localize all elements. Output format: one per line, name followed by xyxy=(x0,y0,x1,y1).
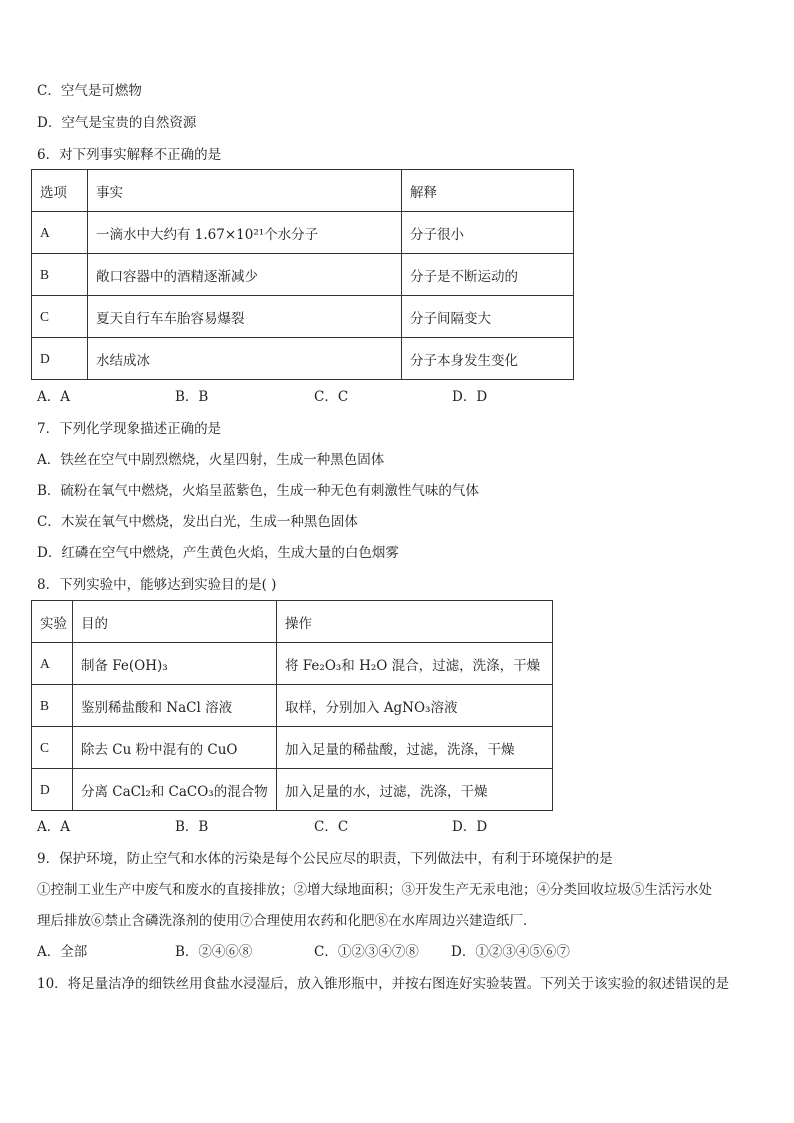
q6-stem: 6．对下列事实解释不正确的是 xyxy=(37,147,222,163)
table-cell: 分子间隔变大 xyxy=(402,296,574,338)
header-cell: 操作 xyxy=(277,601,553,643)
table-cell: 除去 Cu 粉中混有的 CuO xyxy=(73,727,277,769)
header-cell: 解释 xyxy=(402,170,574,212)
option-a: A．A xyxy=(37,819,70,835)
option-d: D．①②③④⑤⑥⑦ xyxy=(451,944,570,960)
table-cell: C xyxy=(32,296,88,338)
q5-option-c: C．空气是可燃物 xyxy=(37,83,142,99)
option-d: D．D xyxy=(452,819,488,835)
table-cell: 取样，分别加入 AgNO₃溶液 xyxy=(277,685,553,727)
option-c: C．①②③④⑦⑧ xyxy=(314,944,419,960)
header-cell: 选项 xyxy=(32,170,88,212)
q7-option-b: B．硫粉在氧气中燃烧，火焰呈蓝紫色，生成一种无色有刺激性气味的气体 xyxy=(37,483,479,499)
table-cell: 加入足量的稀盐酸，过滤，洗涤，干燥 xyxy=(277,727,553,769)
q7-stem: 7．下列化学现象描述正确的是 xyxy=(37,421,222,437)
table-cell: A xyxy=(32,643,73,685)
table-cell: 水结成冰 xyxy=(88,338,402,380)
q8-stem: 8．下列实验中，能够达到实验目的是( ) xyxy=(37,577,277,593)
q6-table xyxy=(31,169,574,380)
q9-stem: 9．保护环境，防止空气和水体的污染是每个公民应尽的职责，下列做法中，有利于环境保护的是 xyxy=(37,851,613,867)
header-cell: 目的 xyxy=(73,601,277,643)
q9-body-line-2: 理后排放⑥禁止含磷洗涤剂的使用⑦合理使用农药和化肥⑧在水库周边兴建造纸厂． xyxy=(37,913,537,929)
table-cell: 分离 CaCl₂和 CaCO₃的混合物 xyxy=(73,769,277,811)
q10-stem: 10．将足量洁净的细铁丝用食盐水浸湿后，放入锥形瓶中，并按右图连好实验装置。下列关于该实验的叙述错误的是 xyxy=(37,976,730,992)
option-a: A．全部 xyxy=(37,944,88,960)
table-row xyxy=(32,727,553,769)
table-cell: 分子本身发生变化 xyxy=(402,338,574,380)
table-header-row xyxy=(32,601,553,643)
table-row xyxy=(32,643,553,685)
q7-option-c: C．木炭在氧气中燃烧，发出白光，生成一种黑色固体 xyxy=(37,514,358,530)
table-cell: 敞口容器中的酒精逐渐减少 xyxy=(88,254,402,296)
q7-option-a: A．铁丝在空气中剧烈燃烧，火星四射，生成一种黑色固体 xyxy=(37,452,385,468)
table-row xyxy=(32,296,574,338)
table-cell: 夏天自行车车胎容易爆裂 xyxy=(88,296,402,338)
table-cell: C xyxy=(32,727,73,769)
table-cell: 加入足量的水，过滤，洗涤，干燥 xyxy=(277,769,553,811)
table-header-row xyxy=(32,170,574,212)
header-cell: 事实 xyxy=(88,170,402,212)
table-cell: B xyxy=(32,685,73,727)
table-cell: 分子很小 xyxy=(402,212,574,254)
q5-option-d: D．空气是宝贵的自然资源 xyxy=(37,115,197,131)
option-c: C．C xyxy=(314,389,349,405)
table-cell: A xyxy=(32,212,88,254)
option-b: B．B xyxy=(175,819,209,835)
option-b: B．B xyxy=(175,389,209,405)
table-row xyxy=(32,769,553,811)
option-d: D．D xyxy=(452,389,488,405)
table-row xyxy=(32,685,553,727)
table-cell: B xyxy=(32,254,88,296)
table-cell: 制备 Fe(OH)₃ xyxy=(73,643,277,685)
table-cell: 一滴水中大约有 1.67×10²¹个水分子 xyxy=(88,212,402,254)
option-a: A．A xyxy=(37,389,70,405)
option-c: C．C xyxy=(314,819,349,835)
header-cell: 实验 xyxy=(32,601,73,643)
table-row xyxy=(32,338,574,380)
table-cell: 鉴别稀盐酸和 NaCl 溶液 xyxy=(73,685,277,727)
table-cell: 将 Fe₂O₃和 H₂O 混合，过滤，洗涤，干燥 xyxy=(277,643,553,685)
table-cell: D xyxy=(32,338,88,380)
q7-option-d: D．红磷在空气中燃烧，产生黄色火焰，生成大量的白色烟雾 xyxy=(37,545,399,561)
table-row xyxy=(32,212,574,254)
table-cell: 分子是不断运动的 xyxy=(402,254,574,296)
q8-table xyxy=(31,600,553,811)
table-row xyxy=(32,254,574,296)
table-cell: D xyxy=(32,769,73,811)
option-b: B．②④⑥⑧ xyxy=(175,944,253,960)
q9-body-line-1: ①控制工业生产中废气和废水的直接排放；②增大绿地面积；③开发生产无汞电池；④分类回收垃圾⑤生活污水处 xyxy=(37,882,712,898)
